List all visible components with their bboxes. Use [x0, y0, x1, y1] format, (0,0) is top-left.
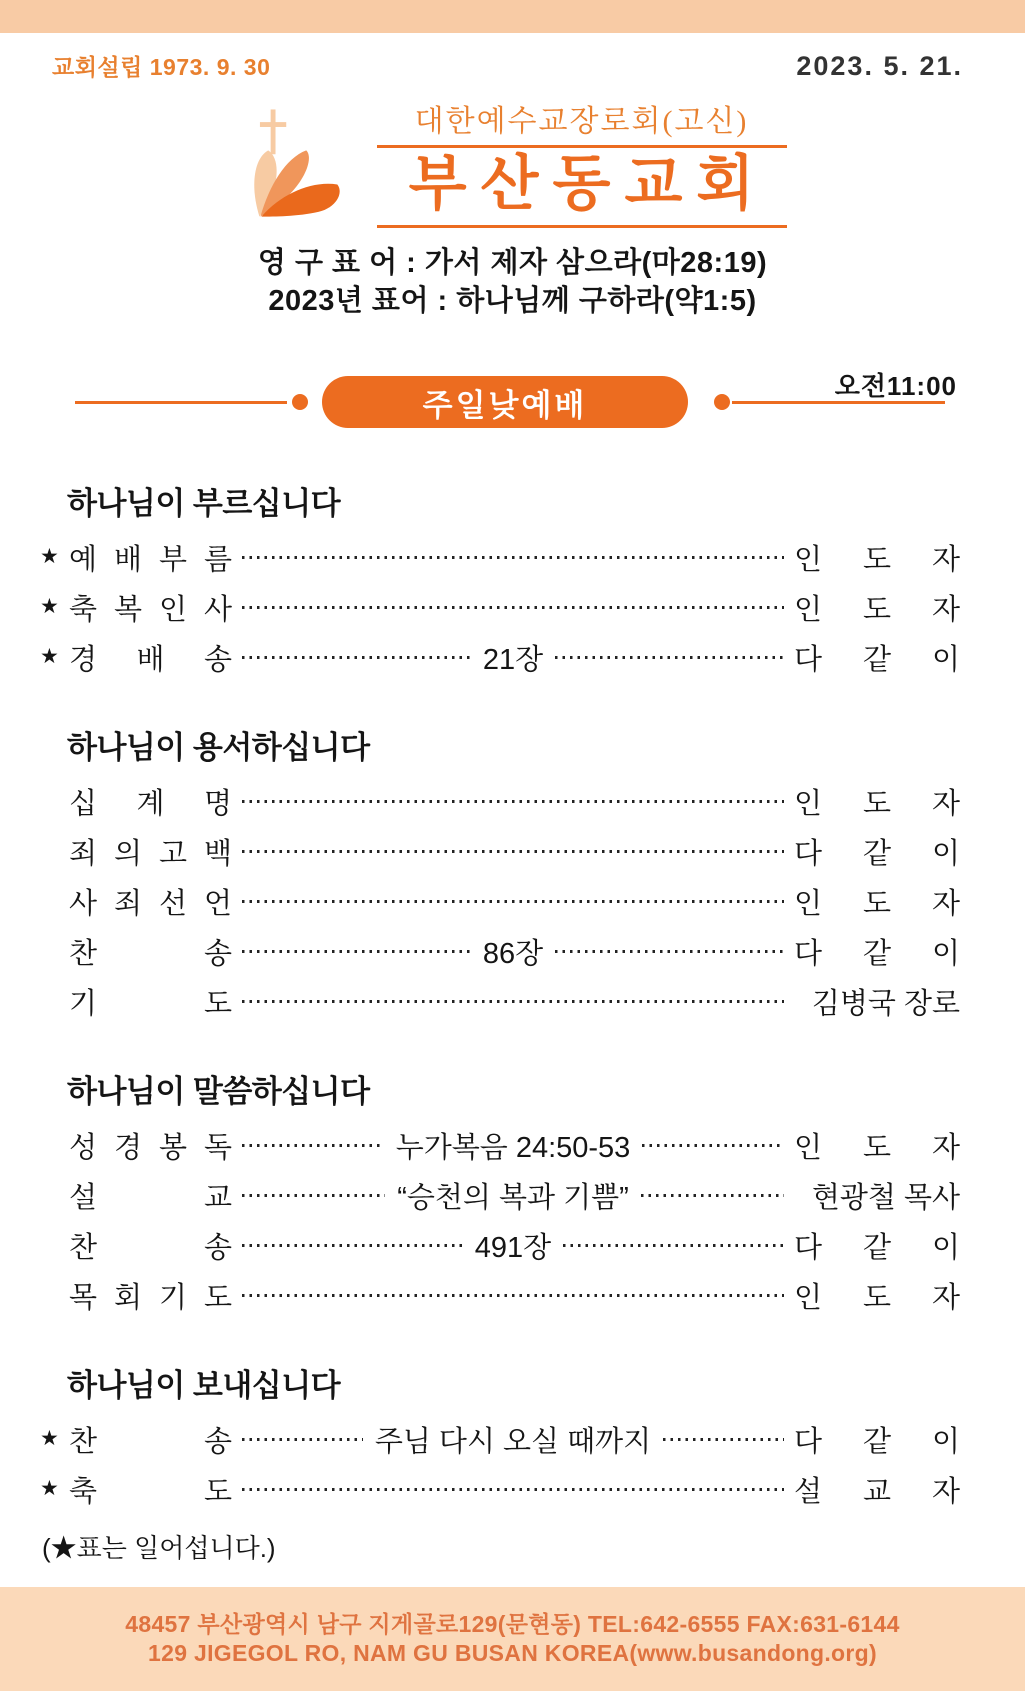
dotted-leader	[242, 556, 784, 559]
label-char: 선	[158, 887, 187, 920]
label-char: 설	[69, 1181, 98, 1214]
dotted-leader	[242, 1294, 784, 1297]
person-char: 자	[931, 543, 960, 576]
label-char: 교	[203, 1181, 232, 1214]
item-person: 현광철 목사	[811, 1181, 960, 1214]
label-char: 름	[203, 543, 232, 576]
label-char: 독	[203, 1131, 232, 1164]
person-char: 인	[794, 887, 823, 920]
bulletin-date: 2023. 5. 21.	[796, 51, 963, 81]
item-label	[69, 587, 232, 628]
address-korean: 48457 부산광역시 남구 지게골로129(문현동) TEL:642-6555 FAX:631-6144	[125, 1611, 900, 1637]
dotted-leader	[242, 1144, 384, 1147]
person-char: 자	[931, 787, 960, 820]
person-char: 자	[931, 1475, 960, 1508]
person-char: 인	[794, 543, 823, 576]
person-char: 이	[931, 1425, 960, 1458]
service-time: 오전11:00	[834, 371, 957, 401]
person-char: 자	[931, 887, 960, 920]
label-char: 축	[69, 593, 98, 626]
label-char: 사	[203, 593, 232, 626]
dotted-leader	[242, 850, 784, 853]
item-label	[69, 981, 232, 1022]
dotted-leader	[563, 1244, 784, 1247]
person-char: 자	[931, 1131, 960, 1164]
label-char: 인	[158, 593, 187, 626]
stand-star-icon: ★	[40, 595, 59, 618]
item-person	[794, 1469, 960, 1510]
label-char: 도	[203, 1475, 232, 1508]
order-item	[40, 876, 960, 926]
dotted-leader	[242, 1244, 463, 1247]
label-char: 죄	[69, 837, 98, 870]
person-char: 인	[794, 787, 823, 820]
dotted-leader	[242, 1488, 784, 1491]
person-char: 다	[794, 643, 823, 676]
person-char: 같	[862, 643, 891, 676]
top-accent-band	[0, 0, 1025, 33]
label-char: 기	[158, 1281, 187, 1314]
item-detail: “승천의 복과 기쁨”	[397, 1181, 629, 1214]
person-char: 인	[794, 1281, 823, 1314]
item-person	[794, 587, 960, 628]
order-item	[40, 976, 960, 1026]
item-person	[794, 931, 960, 972]
label-char: 의	[113, 837, 142, 870]
dotted-leader	[242, 1000, 784, 1003]
person-char: 다	[794, 837, 823, 870]
label-char: 도	[203, 1281, 232, 1314]
label-char: 언	[203, 887, 232, 920]
dotted-leader	[242, 1194, 385, 1197]
slogans	[0, 244, 1025, 320]
label-char: 배	[136, 643, 165, 676]
label-char: 십	[69, 787, 98, 820]
item-detail: 누가복음 24:50-53	[395, 1131, 631, 1164]
banner-dot-left	[292, 394, 308, 410]
item-person	[794, 1125, 960, 1166]
order-item	[40, 532, 960, 582]
dotted-leader	[663, 1438, 784, 1441]
person-char: 인	[794, 593, 823, 626]
order-item	[40, 1270, 960, 1320]
dotted-leader	[242, 800, 784, 803]
item-label	[69, 1125, 232, 1166]
person-char: 이	[931, 837, 960, 870]
person-char: 도	[862, 887, 891, 920]
service-title-badge: 주일낮예배	[322, 376, 688, 428]
masthead	[0, 96, 1025, 228]
label-char: 백	[203, 837, 232, 870]
label-char: 송	[203, 1231, 232, 1264]
label-char: 죄	[113, 887, 142, 920]
item-detail: 21장	[482, 643, 544, 676]
dotted-leader	[642, 1144, 784, 1147]
order-item	[40, 826, 960, 876]
item-detail: 491장	[474, 1231, 552, 1264]
item-person	[794, 781, 960, 822]
footer-address-band	[0, 1587, 1025, 1691]
label-char: 송	[203, 643, 232, 676]
item-person	[794, 637, 960, 678]
item-person	[794, 537, 960, 578]
label-char: 목	[69, 1281, 98, 1314]
section-heading: 하나님이 말씀하십니다	[67, 1074, 370, 1109]
item-person	[794, 1225, 960, 1266]
label-char: 성	[69, 1131, 98, 1164]
item-label	[69, 1225, 232, 1266]
year-slogan: 2023년 표어 : 하나님께 구하라(약1:5)	[268, 285, 757, 317]
standing-note: (★표는 일어섭니다.)	[42, 1533, 276, 1563]
item-label	[69, 1175, 232, 1216]
label-char: 도	[203, 987, 232, 1020]
label-char: 사	[69, 887, 98, 920]
order-section	[40, 722, 960, 1026]
dotted-leader	[242, 900, 784, 903]
item-label	[69, 831, 232, 872]
label-char: 부	[158, 543, 187, 576]
item-person	[794, 881, 960, 922]
item-detail: 86장	[482, 937, 544, 970]
dotted-leader	[641, 1194, 784, 1197]
order-item	[40, 1170, 960, 1220]
label-char: 봉	[158, 1131, 187, 1164]
order-section	[40, 1066, 960, 1320]
masthead-text	[377, 96, 787, 228]
item-label	[69, 1469, 232, 1510]
masthead-rule-bottom	[377, 225, 787, 228]
person-char: 이	[931, 937, 960, 970]
church-logo-cross-leaves-icon	[239, 106, 351, 221]
stand-star-icon: ★	[40, 545, 59, 568]
label-char: 찬	[69, 937, 98, 970]
person-char: 이	[931, 643, 960, 676]
person-char: 자	[931, 1281, 960, 1314]
item-label	[69, 1275, 232, 1316]
person-char: 다	[794, 1425, 823, 1458]
person-char: 교	[862, 1475, 891, 1508]
person-char: 도	[862, 787, 891, 820]
section-heading: 하나님이 용서하십니다	[67, 730, 370, 765]
church-founded-date: 교회설립 1973. 9. 30	[52, 54, 271, 80]
person-char: 같	[862, 837, 891, 870]
service-banner	[0, 342, 1025, 438]
section-heading: 하나님이 부르십니다	[67, 486, 341, 521]
item-detail: 주님 다시 오실 때까지	[374, 1425, 652, 1458]
order-item	[40, 776, 960, 826]
item-person	[794, 831, 960, 872]
item-person	[794, 1275, 960, 1316]
order-item	[40, 926, 960, 976]
item-person	[794, 1419, 960, 1460]
person-char: 다	[794, 1231, 823, 1264]
person-char: 자	[931, 593, 960, 626]
person-char: 인	[794, 1131, 823, 1164]
dotted-leader	[242, 606, 784, 609]
dotted-leader	[242, 656, 471, 659]
item-person: 김병국 장로	[811, 987, 960, 1020]
label-char: 경	[113, 1131, 142, 1164]
label-char: 회	[113, 1281, 142, 1314]
order-item	[40, 1464, 960, 1514]
banner-line-left	[75, 401, 287, 404]
label-char: 예	[69, 543, 98, 576]
label-char: 계	[136, 787, 165, 820]
label-char: 축	[69, 1475, 98, 1508]
person-char: 도	[862, 593, 891, 626]
item-label	[69, 537, 232, 578]
order-item	[40, 1414, 960, 1464]
stand-star-icon: ★	[40, 1427, 59, 1450]
permanent-slogan: 영 구 표 어 : 가서 제자 삼으라(마28:19)	[257, 247, 768, 279]
label-char: 경	[69, 643, 98, 676]
worship-order	[0, 438, 1025, 1514]
order-item	[40, 632, 960, 682]
label-char: 명	[203, 787, 232, 820]
label-char: 배	[113, 543, 142, 576]
address-english: 129 JIGEGOL RO, NAM GU BUSAN KOREA(www.busandong.org)	[148, 1640, 877, 1666]
banner-dot-right	[714, 394, 730, 410]
item-label	[69, 1419, 232, 1460]
item-label	[69, 781, 232, 822]
label-char: 송	[203, 1425, 232, 1458]
person-char: 도	[863, 1131, 892, 1164]
label-char: 기	[69, 987, 98, 1020]
dotted-leader	[555, 950, 784, 953]
order-item	[40, 1220, 960, 1270]
label-char: 복	[113, 593, 142, 626]
person-char: 이	[931, 1231, 960, 1264]
church-name-title: 부산동교회	[408, 150, 769, 217]
person-char: 도	[862, 1281, 891, 1314]
dotted-leader	[242, 1438, 363, 1441]
order-item	[40, 1120, 960, 1170]
item-label	[69, 637, 232, 678]
header-meta	[0, 33, 1025, 82]
label-char: 송	[203, 937, 232, 970]
person-char: 도	[862, 543, 891, 576]
label-char: 찬	[69, 1231, 98, 1264]
stand-star-icon: ★	[40, 1477, 59, 1500]
label-char: 고	[158, 837, 187, 870]
person-char: 설	[794, 1475, 823, 1508]
person-char: 다	[794, 937, 823, 970]
item-label	[69, 881, 232, 922]
dotted-leader	[555, 656, 784, 659]
section-heading: 하나님이 보내십니다	[67, 1368, 341, 1403]
person-char: 같	[862, 937, 891, 970]
person-char: 같	[862, 1425, 891, 1458]
stand-star-icon: ★	[40, 645, 59, 668]
order-section	[40, 1360, 960, 1514]
denomination-name: 대한예수교장로회(고신)	[414, 105, 749, 138]
order-item	[40, 582, 960, 632]
item-label	[69, 931, 232, 972]
person-char: 같	[862, 1231, 891, 1264]
dotted-leader	[242, 950, 471, 953]
order-section	[40, 478, 960, 682]
label-char: 찬	[69, 1425, 98, 1458]
